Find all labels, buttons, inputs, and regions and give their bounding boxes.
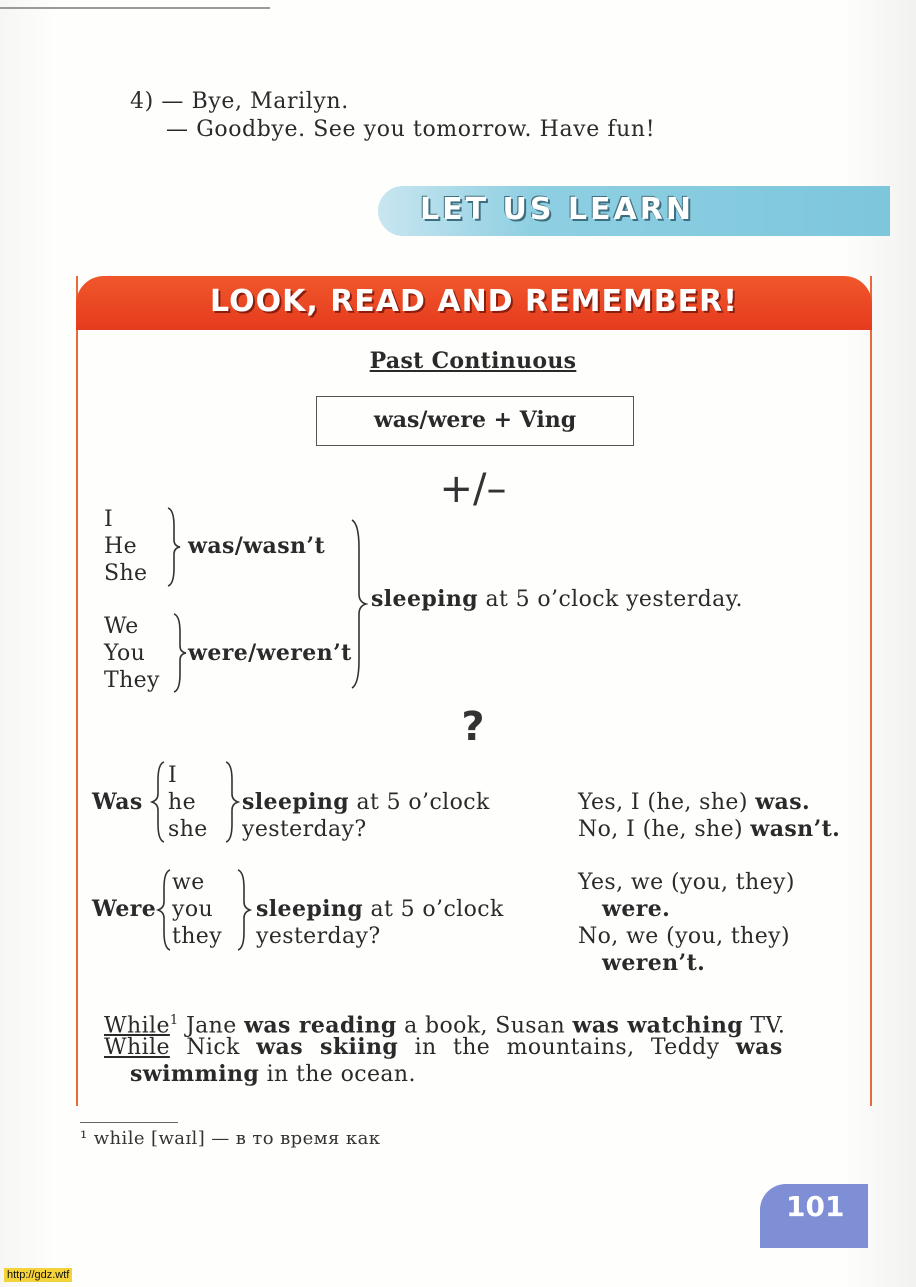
pronoun-she: She: [104, 561, 148, 586]
q2-yes-verb: were.: [602, 896, 671, 922]
e1-was-reading: was reading: [244, 1012, 397, 1039]
e2-was-skiing: was skiing: [256, 1034, 399, 1060]
pronoun-we: We: [104, 614, 139, 639]
footnote: ¹ while [waɪl] — в то время как: [80, 1128, 381, 1149]
rule-box-title: LOOK, READ AND REMEMBER!: [210, 284, 738, 319]
e1-was-watching: was watching: [572, 1012, 744, 1039]
q1-pronoun-i: I: [168, 763, 178, 788]
watermark-link[interactable]: http://gdz.wtf: [4, 1268, 72, 1282]
e1-text-c: a book, Susan: [396, 1013, 573, 1039]
brace-right-group2: [172, 612, 188, 694]
q2-yes-text: Yes, we (you, they): [578, 870, 795, 895]
q2-rest2: yesterday?: [256, 924, 381, 949]
q1-line1: [242, 789, 490, 816]
pronoun-i: I: [104, 507, 114, 532]
while-word-1: While: [104, 1013, 170, 1039]
q1-sleeping: sleeping: [242, 789, 350, 815]
rule-box-header: [76, 276, 872, 330]
brace-left-q1: [150, 760, 166, 844]
dialog-line-2: — Goodbye. See you tomorrow. Have fun!: [166, 117, 656, 142]
pronoun-he: He: [104, 534, 138, 559]
q1-pronoun-she: she: [168, 817, 208, 842]
brace-right-q1: [224, 760, 240, 844]
q1-rest1: at 5 o’clock: [356, 790, 490, 815]
q1-no-text: No, I (he, she): [578, 817, 743, 842]
affirmative-tail: [371, 586, 743, 613]
grammar-topic-title: Past Continuous: [369, 348, 577, 374]
q1-yes-text: Yes, I (he, she): [578, 790, 748, 815]
q1-no-verb: wasn’t.: [750, 816, 841, 842]
q2-no-verb: weren’t.: [602, 950, 706, 976]
q1-pronoun-he: he: [168, 790, 196, 815]
brace-right-all: [350, 518, 368, 690]
e2-was: was: [735, 1034, 783, 1060]
aux-were: Were: [92, 896, 157, 922]
e2-text-c: in the mountains, Teddy: [398, 1035, 736, 1060]
affirmative-tail-bold: sleeping: [371, 586, 479, 612]
footnote-marker: 1: [169, 1013, 179, 1028]
q2-pronoun-we: we: [172, 870, 205, 895]
aux-was: Was: [92, 789, 143, 815]
q2-sleeping: sleeping: [256, 896, 364, 922]
verb-was-wasnt: was/wasn’t: [188, 533, 326, 559]
q1-answer-no: [578, 816, 840, 843]
q2-line1: [256, 896, 504, 923]
brace-right-group1: [166, 506, 182, 588]
let-us-learn-text: LET US LEARN: [420, 192, 694, 227]
pronoun-they: They: [104, 668, 160, 693]
brace-left-q2: [156, 868, 172, 952]
e3-swimming: swimming: [130, 1061, 260, 1087]
dialog-line-1: 4) — Bye, Marilyn.: [130, 89, 349, 114]
page-number-tab: [760, 1184, 868, 1248]
affirmative-tail-rest: at 5 o’clock yesterday.: [485, 587, 743, 612]
top-rule: [0, 7, 270, 9]
e3-rest: in the ocean.: [259, 1062, 416, 1087]
let-us-learn-banner: [378, 186, 890, 236]
q2-pronoun-you: you: [172, 897, 214, 922]
question-symbol: ?: [461, 704, 485, 750]
q1-yes-verb: was.: [755, 789, 811, 815]
verb-were-werent: were/weren’t: [188, 640, 352, 666]
example-sentence-2: [104, 1034, 783, 1061]
q2-no-text: No, we (you, they): [578, 924, 790, 949]
while-word-2: While: [104, 1035, 170, 1060]
e1-text-e: TV.: [743, 1013, 786, 1039]
q1-rest2: yesterday?: [242, 817, 367, 842]
q2-pronoun-they: they: [172, 924, 223, 949]
page-number: 101: [786, 1190, 845, 1223]
example-sentence-2-cont: [130, 1061, 416, 1088]
formula-box: was/were + Ving: [316, 396, 634, 446]
e2-text-a: Nick: [169, 1035, 257, 1060]
dialog-exercise-4: [130, 88, 655, 144]
brace-right-q2: [236, 868, 252, 952]
affirmative-negative-symbol: +/–: [439, 466, 507, 512]
pronoun-you: You: [104, 641, 146, 666]
footnote-rule: [80, 1122, 178, 1123]
q1-answer-yes: [578, 789, 810, 816]
e1-text-a: Jane: [178, 1013, 245, 1039]
q2-rest1: at 5 o’clock: [370, 897, 504, 922]
